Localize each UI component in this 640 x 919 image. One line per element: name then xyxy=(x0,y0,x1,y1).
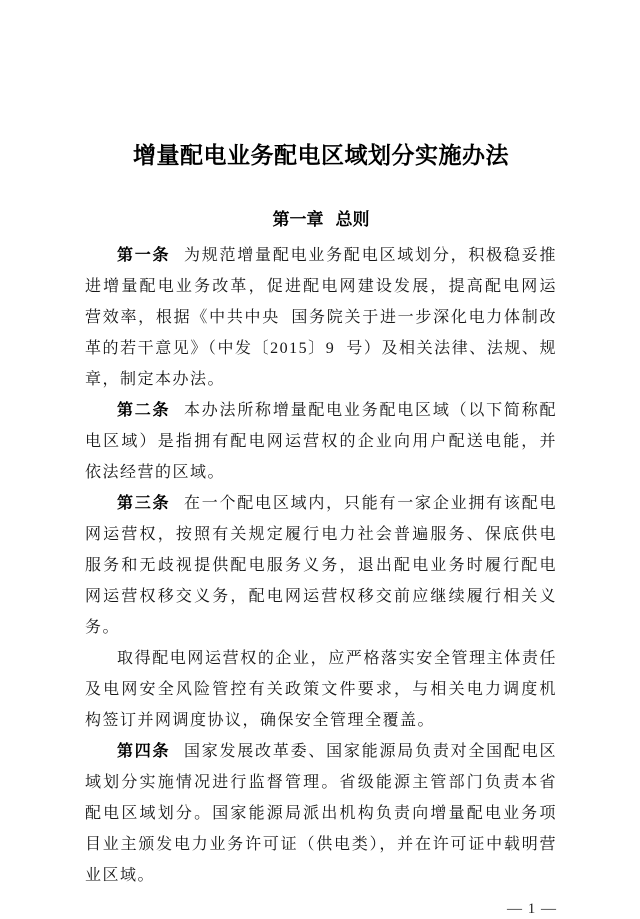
page-number: — 1 — xyxy=(507,901,557,917)
article-2-label: 第二条 xyxy=(117,402,171,419)
paragraph-article-3-continuation xyxy=(85,643,557,736)
continuation-text: 取得配电网运营权的企业，应严格落实安全管理主体责任及电网安全风险管控有关政策文件要求，与相关电力调度机构签订并网调度协议，确保安全管理全覆盖。 xyxy=(85,650,557,729)
paragraph-article-4 xyxy=(85,736,557,891)
article-4-label: 第四条 xyxy=(117,743,171,760)
article-1-text: 为规范增量配电业务配电区域划分，积极稳妥推进增量配电业务改革，促进配电网建设发展，提高配电网运营效率，根据《中共中央 国务院关于进一步深化电力体制改革的若干意见》（中发〔2015〕9 号）及相关法律、法规、规章，制定本办法。 xyxy=(85,247,557,388)
document-body xyxy=(85,240,557,891)
article-3-text: 在一个配电区域内，只能有一家企业拥有该配电网运营权，按照有关规定履行电力社会普遍服务、保底供电服务和无歧视提供配电服务义务，退出配电业务时履行配电网运营权移交义务，配电网运营权移交前应继续履行相关义务。 xyxy=(85,495,557,636)
paragraph-article-3 xyxy=(85,488,557,643)
chapter-heading: 第一章 总则 xyxy=(272,210,370,229)
article-4-text: 国家发展改革委、国家能源局负责对全国配电区域划分实施情况进行监督管理。省级能源主管部门负责本省配电区域划分。国家能源局派出机构负责向增量配电业务项目业主颁发电力业务许可证（供电类），并在许可证中载明营业区域。 xyxy=(85,743,557,884)
document-title: 增量配电业务配电区域划分实施办法 xyxy=(133,143,509,168)
article-2-text: 本办法所称增量配电业务配电区域（以下简称配电区域）是指拥有配电网运营权的企业向用户配送电能，并依法经营的区域。 xyxy=(85,402,557,481)
paragraph-article-1 xyxy=(85,240,557,395)
paragraph-article-2 xyxy=(85,395,557,488)
article-1-label: 第一条 xyxy=(117,247,171,264)
article-3-label: 第三条 xyxy=(117,495,171,512)
